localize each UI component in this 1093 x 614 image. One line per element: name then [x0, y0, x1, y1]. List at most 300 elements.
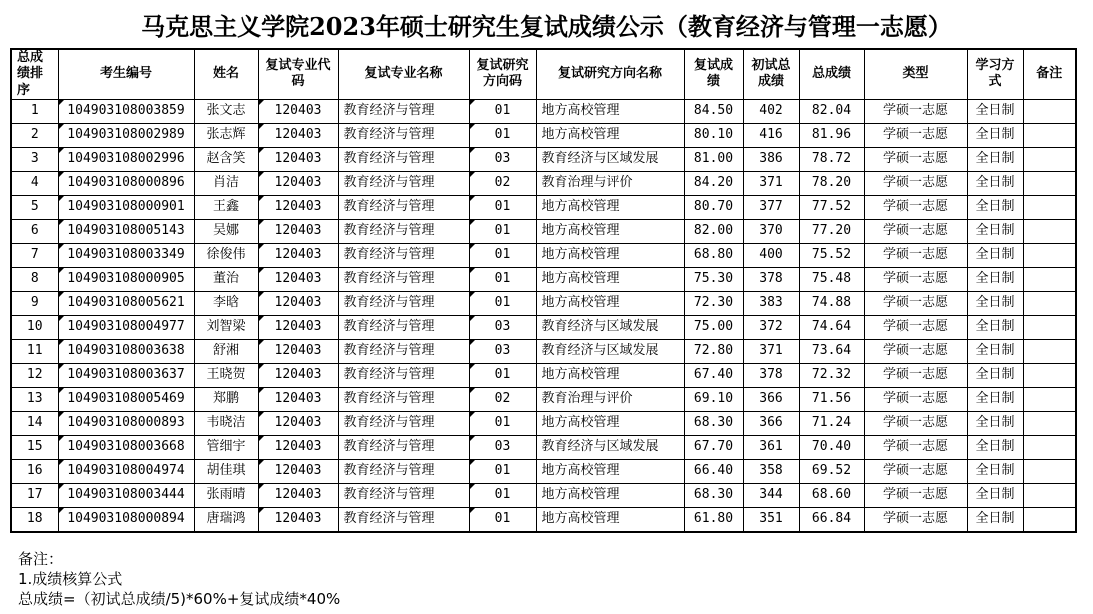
text-as-number-indicator-icon	[470, 172, 475, 177]
table-row	[11, 387, 1076, 411]
cell-major-code: 120403	[258, 123, 338, 147]
cell-name: 张文志	[194, 99, 258, 123]
cell-type: 学硕一志愿	[864, 459, 967, 483]
cell-direction-name: 教育治理与评价	[536, 387, 684, 411]
cell-candidate-id: 104903108003859	[58, 99, 194, 123]
cell-study-mode: 全日制	[967, 435, 1023, 459]
cell-direction-code: 03	[469, 339, 536, 363]
text-as-number-indicator-icon	[259, 388, 264, 393]
cell-type: 学硕一志愿	[864, 387, 967, 411]
text-as-number-indicator-icon	[470, 412, 475, 417]
cell-remark	[1023, 291, 1076, 315]
cell-name: 王晓贺	[194, 363, 258, 387]
cell-initial-total-score: 371	[743, 171, 799, 195]
cell-type: 学硕一志愿	[864, 483, 967, 507]
cell-type: 学硕一志愿	[864, 339, 967, 363]
cell-major-name: 教育经济与管理	[338, 339, 469, 363]
cell-major-name: 教育经济与管理	[338, 267, 469, 291]
column-header-remark: 备注	[1023, 49, 1076, 99]
table-row	[11, 507, 1076, 532]
cell-direction-code: 01	[469, 507, 536, 532]
cell-total-score: 66.84	[799, 507, 864, 532]
cell-study-mode: 全日制	[967, 147, 1023, 171]
cell-remark	[1023, 507, 1076, 532]
cell-total-score: 68.60	[799, 483, 864, 507]
cell-major-code: 120403	[258, 219, 338, 243]
text-as-number-indicator-icon	[59, 364, 64, 369]
cell-direction-code: 01	[469, 219, 536, 243]
cell-name: 唐瑞鸿	[194, 507, 258, 532]
text-as-number-indicator-icon	[259, 484, 264, 489]
cell-rank: 13	[11, 387, 58, 411]
cell-direction-code: 01	[469, 243, 536, 267]
column-header-candidate-id: 考生编号	[58, 49, 194, 99]
cell-direction-name: 地方高校管理	[536, 243, 684, 267]
cell-retest-score: 75.30	[684, 267, 743, 291]
cell-remark	[1023, 315, 1076, 339]
text-as-number-indicator-icon	[59, 124, 64, 129]
table-row	[11, 315, 1076, 339]
notes	[18, 549, 1093, 609]
cell-total-score: 74.64	[799, 315, 864, 339]
cell-remark	[1023, 483, 1076, 507]
cell-candidate-id: 104903108000894	[58, 507, 194, 532]
cell-rank: 9	[11, 291, 58, 315]
cell-direction-code: 01	[469, 291, 536, 315]
table-row	[11, 435, 1076, 459]
cell-candidate-id: 104903108000896	[58, 171, 194, 195]
cell-name: 吴娜	[194, 219, 258, 243]
cell-major-code: 120403	[258, 243, 338, 267]
cell-major-code: 120403	[258, 99, 338, 123]
cell-type: 学硕一志愿	[864, 171, 967, 195]
text-as-number-indicator-icon	[259, 220, 264, 225]
cell-rank: 7	[11, 243, 58, 267]
cell-study-mode: 全日制	[967, 291, 1023, 315]
cell-initial-total-score: 400	[743, 243, 799, 267]
cell-rank: 2	[11, 123, 58, 147]
cell-total-score: 77.20	[799, 219, 864, 243]
table-row	[11, 411, 1076, 435]
table-row	[11, 363, 1076, 387]
text-as-number-indicator-icon	[470, 484, 475, 489]
text-as-number-indicator-icon	[259, 268, 264, 273]
cell-direction-name: 地方高校管理	[536, 507, 684, 532]
cell-initial-total-score: 344	[743, 483, 799, 507]
cell-remark	[1023, 123, 1076, 147]
cell-candidate-id: 104903108002989	[58, 123, 194, 147]
cell-remark	[1023, 243, 1076, 267]
cell-rank: 17	[11, 483, 58, 507]
cell-major-code: 120403	[258, 171, 338, 195]
cell-name: 张雨晴	[194, 483, 258, 507]
cell-rank: 18	[11, 507, 58, 532]
column-header-direction-code: 复试研究方向码	[469, 49, 536, 99]
text-as-number-indicator-icon	[470, 124, 475, 129]
cell-total-score: 69.52	[799, 459, 864, 483]
column-header-major-name: 复试专业名称	[338, 49, 469, 99]
table-row	[11, 267, 1076, 291]
note-formula-title: 1.成绩核算公式	[18, 569, 123, 588]
column-header-name: 姓名	[194, 49, 258, 99]
cell-name: 李晗	[194, 291, 258, 315]
cell-direction-name: 地方高校管理	[536, 363, 684, 387]
cell-rank: 3	[11, 147, 58, 171]
cell-initial-total-score: 378	[743, 363, 799, 387]
text-as-number-indicator-icon	[59, 244, 64, 249]
cell-direction-name: 地方高校管理	[536, 459, 684, 483]
cell-study-mode: 全日制	[967, 387, 1023, 411]
cell-rank: 15	[11, 435, 58, 459]
table-row	[11, 171, 1076, 195]
cell-direction-name: 地方高校管理	[536, 411, 684, 435]
text-as-number-indicator-icon	[470, 436, 475, 441]
cell-remark	[1023, 339, 1076, 363]
text-as-number-indicator-icon	[59, 100, 64, 105]
cell-major-name: 教育经济与管理	[338, 483, 469, 507]
text-as-number-indicator-icon	[59, 316, 64, 321]
cell-candidate-id: 104903108003637	[58, 363, 194, 387]
cell-remark	[1023, 387, 1076, 411]
cell-study-mode: 全日制	[967, 171, 1023, 195]
text-as-number-indicator-icon	[59, 484, 64, 489]
cell-initial-total-score: 366	[743, 387, 799, 411]
text-as-number-indicator-icon	[59, 292, 64, 297]
cell-candidate-id: 104903108000893	[58, 411, 194, 435]
cell-study-mode: 全日制	[967, 507, 1023, 532]
cell-study-mode: 全日制	[967, 123, 1023, 147]
cell-type: 学硕一志愿	[864, 315, 967, 339]
cell-direction-code: 03	[469, 435, 536, 459]
cell-major-name: 教育经济与管理	[338, 363, 469, 387]
cell-major-code: 120403	[258, 195, 338, 219]
cell-major-name: 教育经济与管理	[338, 507, 469, 532]
note-label: 备注：	[18, 549, 64, 568]
cell-candidate-id: 104903108004974	[58, 459, 194, 483]
cell-major-code: 120403	[258, 315, 338, 339]
cell-name: 董治	[194, 267, 258, 291]
cell-remark	[1023, 435, 1076, 459]
cell-initial-total-score: 371	[743, 339, 799, 363]
cell-rank: 10	[11, 315, 58, 339]
text-as-number-indicator-icon	[470, 460, 475, 465]
text-as-number-indicator-icon	[470, 388, 475, 393]
cell-rank: 14	[11, 411, 58, 435]
cell-initial-total-score: 351	[743, 507, 799, 532]
text-as-number-indicator-icon	[259, 340, 264, 345]
cell-initial-total-score: 377	[743, 195, 799, 219]
text-as-number-indicator-icon	[470, 244, 475, 249]
cell-total-score: 72.32	[799, 363, 864, 387]
cell-major-name: 教育经济与管理	[338, 195, 469, 219]
cell-study-mode: 全日制	[967, 411, 1023, 435]
cell-major-name: 教育经济与管理	[338, 243, 469, 267]
cell-remark	[1023, 459, 1076, 483]
cell-type: 学硕一志愿	[864, 507, 967, 532]
text-as-number-indicator-icon	[59, 412, 64, 417]
table-row	[11, 219, 1076, 243]
cell-name: 王鑫	[194, 195, 258, 219]
cell-name: 肖洁	[194, 171, 258, 195]
table-row	[11, 459, 1076, 483]
cell-study-mode: 全日制	[967, 339, 1023, 363]
cell-study-mode: 全日制	[967, 243, 1023, 267]
cell-direction-name: 地方高校管理	[536, 219, 684, 243]
cell-type: 学硕一志愿	[864, 411, 967, 435]
cell-remark	[1023, 147, 1076, 171]
cell-retest-score: 68.30	[684, 483, 743, 507]
column-header-total-score: 总成绩	[799, 49, 864, 99]
cell-retest-score: 75.00	[684, 315, 743, 339]
cell-retest-score: 72.30	[684, 291, 743, 315]
cell-major-name: 教育经济与管理	[338, 411, 469, 435]
cell-retest-score: 66.40	[684, 459, 743, 483]
cell-study-mode: 全日制	[967, 267, 1023, 291]
cell-direction-code: 01	[469, 459, 536, 483]
cell-candidate-id: 104903108005143	[58, 219, 194, 243]
cell-type: 学硕一志愿	[864, 243, 967, 267]
cell-study-mode: 全日制	[967, 219, 1023, 243]
cell-retest-score: 80.10	[684, 123, 743, 147]
table-row	[11, 339, 1076, 363]
cell-type: 学硕一志愿	[864, 219, 967, 243]
text-as-number-indicator-icon	[59, 220, 64, 225]
cell-direction-name: 教育经济与区域发展	[536, 435, 684, 459]
column-header-study-mode: 学习方式	[967, 49, 1023, 99]
cell-retest-score: 82.00	[684, 219, 743, 243]
cell-major-code: 120403	[258, 291, 338, 315]
cell-study-mode: 全日制	[967, 315, 1023, 339]
cell-rank: 12	[11, 363, 58, 387]
cell-retest-score: 81.00	[684, 147, 743, 171]
cell-name: 郑鹏	[194, 387, 258, 411]
cell-candidate-id: 104903108003638	[58, 339, 194, 363]
cell-total-score: 75.48	[799, 267, 864, 291]
cell-major-name: 教育经济与管理	[338, 315, 469, 339]
cell-total-score: 73.64	[799, 339, 864, 363]
text-as-number-indicator-icon	[470, 364, 475, 369]
text-as-number-indicator-icon	[59, 148, 64, 153]
cell-direction-name: 地方高校管理	[536, 483, 684, 507]
cell-direction-code: 02	[469, 387, 536, 411]
text-as-number-indicator-icon	[259, 364, 264, 369]
cell-retest-score: 69.10	[684, 387, 743, 411]
cell-major-code: 120403	[258, 483, 338, 507]
cell-name: 张志辉	[194, 123, 258, 147]
cell-total-score: 77.52	[799, 195, 864, 219]
cell-initial-total-score: 372	[743, 315, 799, 339]
cell-direction-name: 地方高校管理	[536, 99, 684, 123]
text-as-number-indicator-icon	[470, 100, 475, 105]
text-as-number-indicator-icon	[259, 436, 264, 441]
cell-study-mode: 全日制	[967, 363, 1023, 387]
text-as-number-indicator-icon	[59, 508, 64, 513]
cell-initial-total-score: 386	[743, 147, 799, 171]
text-as-number-indicator-icon	[259, 196, 264, 201]
column-header-rank: 总成绩排序	[11, 49, 58, 99]
text-as-number-indicator-icon	[259, 316, 264, 321]
cell-type: 学硕一志愿	[864, 195, 967, 219]
table-row	[11, 291, 1076, 315]
column-header-initial-total-score: 初试总成绩	[743, 49, 799, 99]
cell-retest-score: 72.80	[684, 339, 743, 363]
cell-major-code: 120403	[258, 147, 338, 171]
text-as-number-indicator-icon	[59, 460, 64, 465]
text-as-number-indicator-icon	[470, 196, 475, 201]
text-as-number-indicator-icon	[59, 340, 64, 345]
text-as-number-indicator-icon	[470, 316, 475, 321]
cell-direction-name: 教育治理与评价	[536, 171, 684, 195]
cell-initial-total-score: 358	[743, 459, 799, 483]
cell-rank: 6	[11, 219, 58, 243]
cell-rank: 4	[11, 171, 58, 195]
text-as-number-indicator-icon	[259, 148, 264, 153]
cell-type: 学硕一志愿	[864, 147, 967, 171]
cell-direction-name: 地方高校管理	[536, 267, 684, 291]
cell-candidate-id: 104903108000901	[58, 195, 194, 219]
cell-major-name: 教育经济与管理	[338, 123, 469, 147]
cell-total-score: 71.24	[799, 411, 864, 435]
cell-name: 赵含笑	[194, 147, 258, 171]
table-row	[11, 99, 1076, 123]
cell-remark	[1023, 219, 1076, 243]
cell-direction-code: 03	[469, 147, 536, 171]
cell-direction-code: 01	[469, 123, 536, 147]
text-as-number-indicator-icon	[59, 268, 64, 273]
cell-candidate-id: 104903108002996	[58, 147, 194, 171]
cell-initial-total-score: 402	[743, 99, 799, 123]
page-title: 马克思主义学院2023年硕士研究生复试成绩公示（教育经济与管理一志愿）	[141, 12, 952, 41]
cell-major-code: 120403	[258, 459, 338, 483]
column-header-direction-name: 复试研究方向名称	[536, 49, 684, 99]
cell-direction-code: 01	[469, 195, 536, 219]
text-as-number-indicator-icon	[259, 100, 264, 105]
cell-rank: 11	[11, 339, 58, 363]
cell-direction-code: 01	[469, 483, 536, 507]
text-as-number-indicator-icon	[59, 436, 64, 441]
cell-rank: 16	[11, 459, 58, 483]
text-as-number-indicator-icon	[259, 172, 264, 177]
table-header-row	[11, 49, 1076, 99]
cell-name: 管细宇	[194, 435, 258, 459]
table-row	[11, 243, 1076, 267]
cell-direction-name: 地方高校管理	[536, 291, 684, 315]
text-as-number-indicator-icon	[259, 244, 264, 249]
cell-direction-code: 01	[469, 363, 536, 387]
cell-type: 学硕一志愿	[864, 99, 967, 123]
cell-study-mode: 全日制	[967, 195, 1023, 219]
table-row	[11, 195, 1076, 219]
text-as-number-indicator-icon	[470, 148, 475, 153]
column-header-major-code: 复试专业代码	[258, 49, 338, 99]
text-as-number-indicator-icon	[470, 508, 475, 513]
cell-remark	[1023, 171, 1076, 195]
cell-candidate-id: 104903108003668	[58, 435, 194, 459]
cell-retest-score: 68.80	[684, 243, 743, 267]
cell-retest-score: 80.70	[684, 195, 743, 219]
cell-direction-code: 01	[469, 99, 536, 123]
cell-major-name: 教育经济与管理	[338, 147, 469, 171]
cell-name: 徐俊伟	[194, 243, 258, 267]
text-as-number-indicator-icon	[59, 172, 64, 177]
page	[0, 7, 1093, 614]
cell-retest-score: 84.50	[684, 99, 743, 123]
cell-direction-name: 教育经济与区域发展	[536, 147, 684, 171]
cell-direction-name: 教育经济与区域发展	[536, 315, 684, 339]
cell-major-code: 120403	[258, 267, 338, 291]
text-as-number-indicator-icon	[259, 460, 264, 465]
cell-remark	[1023, 363, 1076, 387]
cell-retest-score: 84.20	[684, 171, 743, 195]
cell-candidate-id: 104903108003444	[58, 483, 194, 507]
cell-total-score: 78.20	[799, 171, 864, 195]
cell-candidate-id: 104903108005469	[58, 387, 194, 411]
cell-major-code: 120403	[258, 387, 338, 411]
table-body	[11, 99, 1076, 532]
cell-major-name: 教育经济与管理	[338, 99, 469, 123]
cell-major-name: 教育经济与管理	[338, 459, 469, 483]
cell-retest-score: 68.30	[684, 411, 743, 435]
score-table	[10, 48, 1077, 533]
cell-total-score: 78.72	[799, 147, 864, 171]
cell-major-name: 教育经济与管理	[338, 171, 469, 195]
cell-candidate-id: 104903108004977	[58, 315, 194, 339]
cell-retest-score: 67.40	[684, 363, 743, 387]
cell-initial-total-score: 366	[743, 411, 799, 435]
table-row	[11, 123, 1076, 147]
cell-direction-name: 地方高校管理	[536, 195, 684, 219]
column-header-retest-score: 复试成绩	[684, 49, 743, 99]
text-as-number-indicator-icon	[59, 388, 64, 393]
cell-major-code: 120403	[258, 507, 338, 532]
cell-name: 刘智梁	[194, 315, 258, 339]
text-as-number-indicator-icon	[470, 340, 475, 345]
cell-study-mode: 全日制	[967, 483, 1023, 507]
cell-direction-name: 地方高校管理	[536, 123, 684, 147]
cell-candidate-id: 104903108003349	[58, 243, 194, 267]
cell-study-mode: 全日制	[967, 99, 1023, 123]
cell-direction-code: 03	[469, 315, 536, 339]
cell-major-name: 教育经济与管理	[338, 387, 469, 411]
cell-type: 学硕一志愿	[864, 363, 967, 387]
table-row	[11, 483, 1076, 507]
cell-total-score: 75.52	[799, 243, 864, 267]
cell-retest-score: 67.70	[684, 435, 743, 459]
text-as-number-indicator-icon	[470, 220, 475, 225]
cell-initial-total-score: 370	[743, 219, 799, 243]
table-row	[11, 147, 1076, 171]
cell-initial-total-score: 378	[743, 267, 799, 291]
text-as-number-indicator-icon	[259, 508, 264, 513]
cell-remark	[1023, 195, 1076, 219]
text-as-number-indicator-icon	[259, 124, 264, 129]
cell-name: 舒湘	[194, 339, 258, 363]
cell-major-name: 教育经济与管理	[338, 291, 469, 315]
cell-rank: 5	[11, 195, 58, 219]
cell-remark	[1023, 267, 1076, 291]
cell-direction-code: 01	[469, 267, 536, 291]
cell-type: 学硕一志愿	[864, 267, 967, 291]
cell-initial-total-score: 361	[743, 435, 799, 459]
cell-retest-score: 61.80	[684, 507, 743, 532]
cell-study-mode: 全日制	[967, 459, 1023, 483]
cell-total-score: 70.40	[799, 435, 864, 459]
cell-type: 学硕一志愿	[864, 435, 967, 459]
cell-direction-code: 01	[469, 411, 536, 435]
cell-total-score: 81.96	[799, 123, 864, 147]
cell-major-code: 120403	[258, 339, 338, 363]
note-formula: 总成绩=（初试总成绩/5)*60%+复试成绩*40%	[18, 589, 341, 608]
